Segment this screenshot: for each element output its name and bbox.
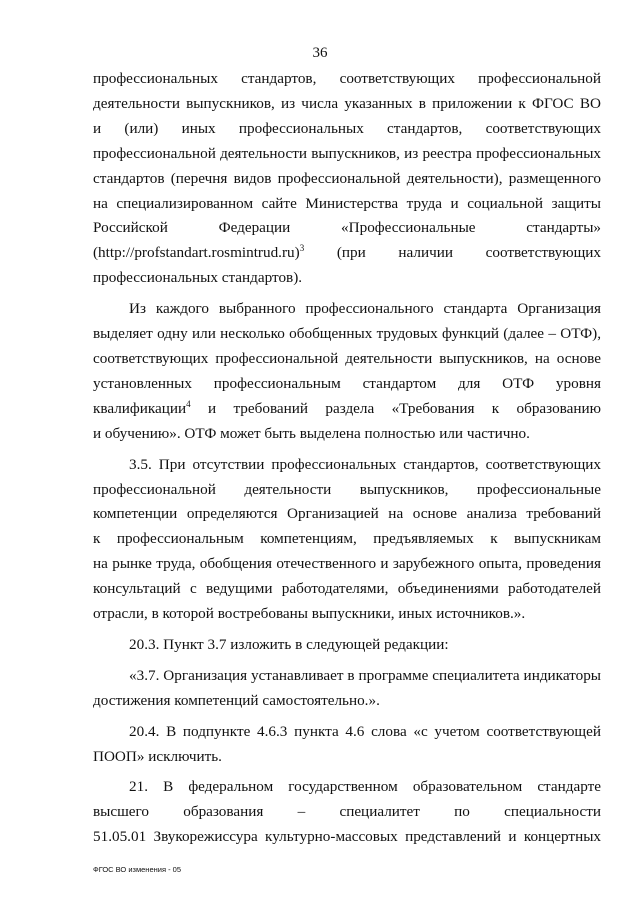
paragraph-2 (93, 297, 601, 446)
text-line: ПООП» исключить. (93, 747, 222, 765)
text-line: компетенции определяются Организацией на основе анализа требований (93, 505, 601, 523)
text-line: 3.5. При отсутствии профессиональных стандартов, соответствующих (129, 455, 601, 473)
text-line: установленных профессиональным стандартом для ОТФ уровня (93, 374, 601, 392)
text-line: к профессиональным компетенциям, предъявляемых к выпускникам (93, 530, 601, 548)
document-body (93, 67, 601, 850)
paragraph-4 (93, 633, 601, 658)
paragraph-1 (93, 67, 601, 291)
text-line: 21. В федеральном государственном образовательном стандарте (129, 778, 601, 796)
text-line: Российской Федерации «Профессиональные стандарты» (93, 219, 601, 237)
page-footer: ФГОС ВО изменения - 05 (93, 865, 182, 874)
footnote-ref: 3 (299, 243, 305, 254)
page-number: 36 (312, 45, 328, 61)
text-line: профессиональных стандартов, соответствующих профессиональной (93, 70, 601, 87)
text-line: выделяет одну или несколько обобщенных трудовых функций (далее – ОТФ), (93, 325, 601, 343)
text-fragment: квалификации (93, 399, 187, 417)
text-line: и (или) иных профессиональных стандартов, соответствующих (93, 119, 601, 137)
url-text: (http://profstandart.rosmintrud.ru) (93, 244, 300, 262)
paragraph-7 (93, 775, 601, 850)
text-line: на специализированном сайте Министерства труда и социальной защиты (93, 194, 601, 212)
paragraph-3 (93, 453, 601, 627)
text-line: и обучению». ОТФ может быть выделена полностью или частично. (93, 424, 530, 442)
text-line: достижения компетенций самостоятельно.». (93, 691, 380, 709)
text-line: консультаций с ведущими работодателями, объединениями работодателей (93, 580, 601, 598)
text-line: «3.7. Организация устанавливает в программе специалитета индикаторы (129, 666, 601, 684)
paragraph-6 (93, 720, 601, 770)
text-line: 20.4. В подпункте 4.6.3 пункта 4.6 слова «с учетом соответствующей (129, 722, 601, 740)
text-line (93, 241, 601, 266)
text-line: соответствующих профессиональной деятельности выпускников, на основе (93, 349, 601, 367)
text-line: отрасли, в которой востребованы выпускники, иных источников.». (93, 605, 526, 623)
text-line (93, 397, 601, 422)
text-line: 51.05.01 Звукорежиссура культурно-массовых представлений и концертных (93, 828, 601, 846)
text-line: профессиональных стандартов). (93, 269, 303, 287)
text-line: на рынке труда, обобщения отечественного и зарубежного опыта, проведения (93, 555, 601, 573)
text-line: 20.3. Пункт 3.7 изложить в следующей редакции: (129, 635, 449, 653)
text-fragment: и требований раздела «Требования к образованию (190, 399, 601, 417)
text-line: профессиональной деятельности выпускников, из реестра профессиональных (93, 144, 601, 162)
text-line: профессиональной деятельности выпускников, профессиональные (93, 480, 601, 498)
footnote-ref: 4 (186, 398, 191, 409)
text-line: Из каждого выбранного профессионального стандарта Организация (129, 300, 601, 318)
text-fragment: (при наличии соответствующих (304, 244, 601, 262)
text-line: высшего образования – специалитет по специальности (93, 803, 601, 821)
paragraph-5 (93, 664, 601, 714)
text-line: деятельности выпускников, из числа указанных в приложении к ФГОС ВО (93, 94, 601, 112)
text-line: стандартов (перечня видов профессиональной деятельности), размещенного (93, 169, 601, 187)
